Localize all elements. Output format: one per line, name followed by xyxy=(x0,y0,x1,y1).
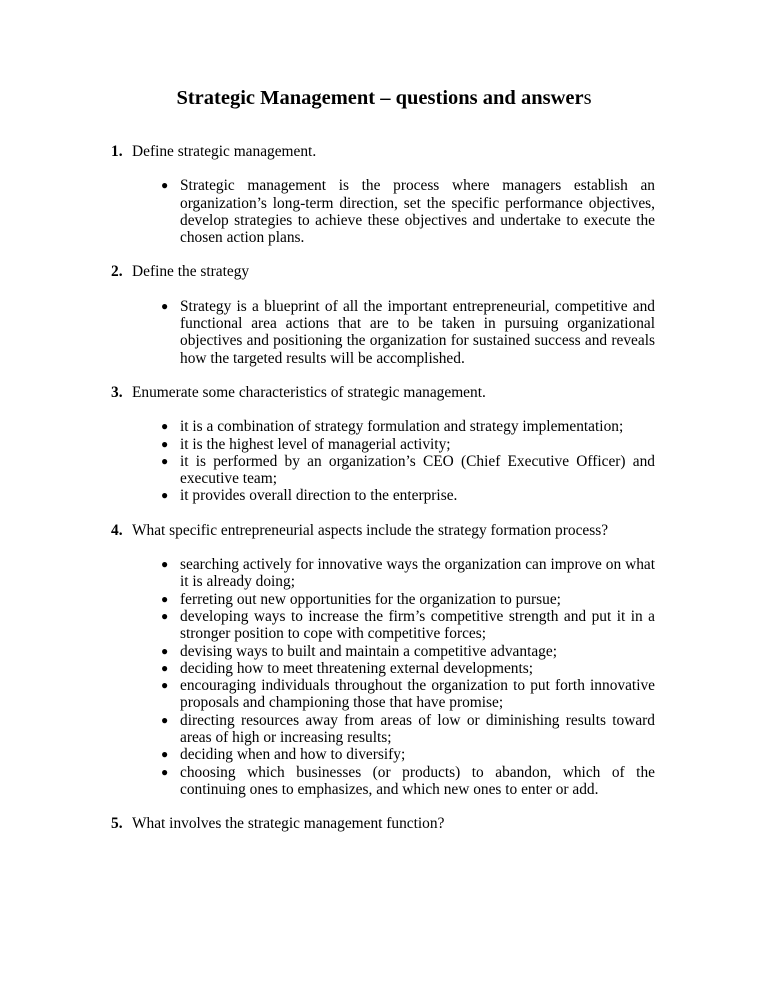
bullet-icon: ● xyxy=(161,178,169,193)
answer-item xyxy=(161,177,655,246)
answer-item xyxy=(161,746,655,763)
answer-text: Strategic management is the process where managers establish an organization’s long-term direction, set the specific performance objectives, develop strategies to achieve these objectives and undertake to execute the chosen action plans. xyxy=(180,177,655,247)
answer-item xyxy=(161,298,655,367)
bullet-icon: ● xyxy=(161,747,169,762)
bullet-icon: ● xyxy=(161,298,169,313)
bullet-icon: ● xyxy=(161,643,169,658)
answer-text: Strategy is a blueprint of all the important entrepreneurial, competitive and functional area actions that are to be taken in pursuing organizational objectives and positioning the organization for sustained success and reveals how the targeted results will be accomplished. xyxy=(180,297,655,367)
document-title xyxy=(0,86,768,110)
answer-text: deciding when and how to diversify; xyxy=(180,746,406,764)
answer-text: deciding how to meet threatening external developments; xyxy=(180,659,534,677)
answer-list xyxy=(111,298,655,367)
answer-item xyxy=(161,591,655,608)
question-text: Define strategic management. xyxy=(132,143,317,160)
answer-item xyxy=(161,608,655,643)
answer-item xyxy=(161,677,655,712)
bullet-icon: ● xyxy=(161,436,169,451)
question-3 xyxy=(111,384,655,401)
answer-list xyxy=(111,556,655,798)
question-text: Enumerate some characteristics of strategic management. xyxy=(132,383,486,401)
answer-text: encouraging individuals throughout the organization to put forth innovative proposals and championing those that have promise; xyxy=(180,677,655,712)
answer-item xyxy=(161,436,655,453)
bullet-icon: ● xyxy=(161,764,169,779)
answer-text: it is a combination of strategy formulation and strategy implementation; xyxy=(180,418,624,436)
title-last-char: s xyxy=(583,87,592,109)
answer-item xyxy=(161,712,655,747)
document-body xyxy=(111,143,655,833)
question-1 xyxy=(111,143,655,160)
answer-item xyxy=(161,643,655,660)
bullet-icon: ● xyxy=(161,488,169,503)
answer-text: directing resources away from areas of low or diminishing results toward areas of high or increasing results; xyxy=(180,711,655,747)
question-number: 1. xyxy=(111,143,123,160)
question-2 xyxy=(111,263,655,280)
answer-item xyxy=(161,453,655,488)
bullet-icon: ● xyxy=(161,712,169,727)
qa-section-1 xyxy=(111,143,655,246)
bullet-icon: ● xyxy=(161,557,169,572)
answer-text: developing ways to increase the firm’s competitive strength and put it in a stronger position to cope with competitive forces; xyxy=(180,607,655,643)
qa-section-4 xyxy=(111,522,655,798)
qa-section-5 xyxy=(111,815,655,832)
answer-text: it provides overall direction to the enterprise. xyxy=(180,487,458,505)
answer-text: it is performed by an organization’s CEO (Chief Executive Officer) and executive team; xyxy=(180,452,655,488)
question-text: What specific entrepreneurial aspects include the strategy formation process? xyxy=(132,521,609,539)
question-number: 4. xyxy=(111,521,123,539)
qa-section-3 xyxy=(111,384,655,505)
answer-text: it is the highest level of managerial activity; xyxy=(180,435,451,453)
answer-item xyxy=(161,487,655,504)
answer-item xyxy=(161,556,655,591)
answer-item xyxy=(161,764,655,799)
question-number: 5. xyxy=(111,815,123,833)
answer-item xyxy=(161,660,655,677)
bullet-icon: ● xyxy=(161,608,169,623)
answer-text: ferreting out new opportunities for the organization to pursue; xyxy=(180,590,561,608)
question-4 xyxy=(111,522,655,539)
answer-text: searching actively for innovative ways the organization can improve on what it is already doing; xyxy=(180,556,655,591)
bullet-icon: ● xyxy=(161,660,169,675)
answer-item xyxy=(161,418,655,435)
question-number: 3. xyxy=(111,383,123,401)
bullet-icon: ● xyxy=(161,453,169,468)
bullet-icon: ● xyxy=(161,678,169,693)
question-5 xyxy=(111,815,655,832)
answer-text: choosing which businesses (or products) to abandon, which of the continuing ones to emphasizes, and which new ones to enter or add. xyxy=(180,763,655,798)
bullet-icon: ● xyxy=(161,591,169,606)
question-number: 2. xyxy=(111,263,123,281)
question-text: What involves the strategic management function? xyxy=(132,815,445,833)
qa-section-2 xyxy=(111,263,655,366)
title-main-text: Strategic Management – questions and answer xyxy=(176,87,584,109)
answer-list xyxy=(111,418,655,504)
answer-list xyxy=(111,177,655,246)
bullet-icon: ● xyxy=(161,419,169,434)
answer-text: devising ways to built and maintain a competitive advantage; xyxy=(180,642,557,660)
question-text: Define the strategy xyxy=(132,263,250,281)
